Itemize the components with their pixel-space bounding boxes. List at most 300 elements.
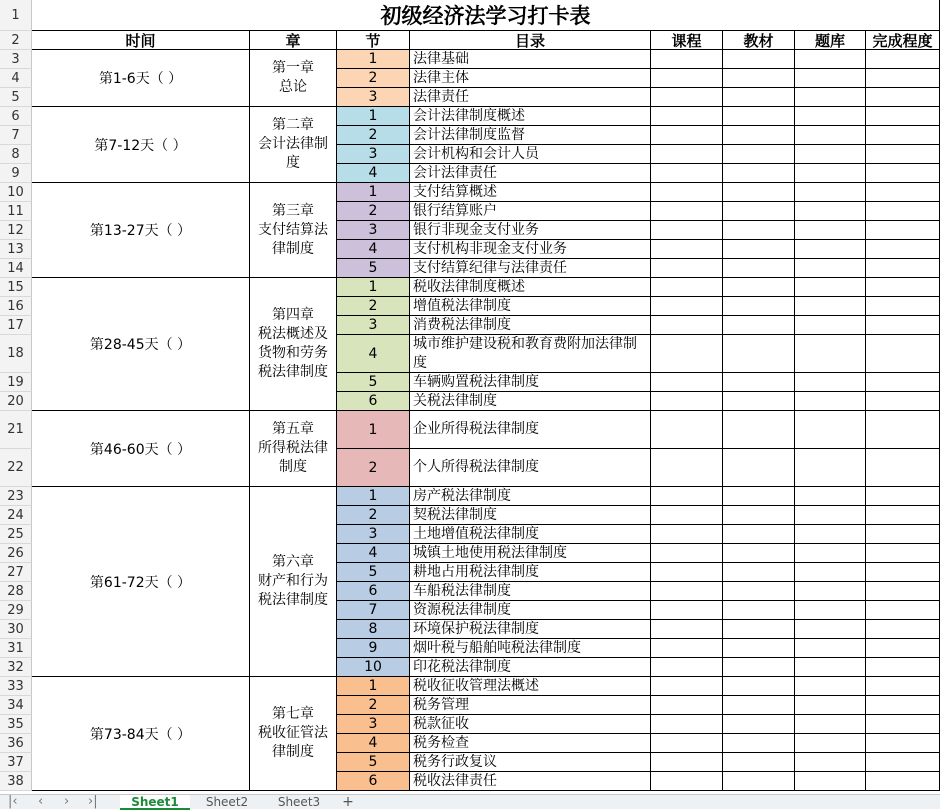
progress-cell[interactable] [866,392,940,411]
catalog-cell[interactable]: 法律基础 [410,50,651,69]
section-number-cell[interactable]: 5 [337,563,410,582]
time-cell[interactable]: 第28-45天（ ） [32,278,250,411]
row-header[interactable]: 29 [0,601,32,620]
section-number-cell[interactable]: 3 [337,316,410,335]
catalog-cell[interactable]: 烟叶税与船舶吨税法律制度 [410,639,651,658]
catalog-cell[interactable]: 车辆购置税法律制度 [410,373,651,392]
section-number-cell[interactable]: 5 [337,259,410,278]
section-number-cell[interactable]: 2 [337,202,410,221]
chapter-name-cell[interactable] [250,677,337,791]
header-course[interactable]: 课程 [651,31,723,50]
progress-cell[interactable] [866,50,940,69]
textbook-check-cell[interactable] [723,240,795,259]
row-header[interactable]: 11 [0,202,32,221]
row-header[interactable]: 3 [0,50,32,69]
questions-check-cell[interactable] [795,696,866,715]
section-number-cell[interactable]: 3 [337,715,410,734]
catalog-cell[interactable]: 税款征收 [410,715,651,734]
section-number-cell[interactable]: 1 [337,107,410,126]
textbook-check-cell[interactable] [723,639,795,658]
textbook-check-cell[interactable] [723,392,795,411]
section-number-cell[interactable]: 7 [337,601,410,620]
progress-cell[interactable] [866,126,940,145]
textbook-check-cell[interactable] [723,582,795,601]
textbook-check-cell[interactable] [723,183,795,202]
row-header[interactable]: 35 [0,715,32,734]
course-check-cell[interactable] [651,411,723,449]
section-number-cell[interactable]: 2 [337,449,410,487]
section-number-cell[interactable]: 4 [337,335,410,373]
section-number-cell[interactable]: 5 [337,753,410,772]
progress-cell[interactable] [866,753,940,772]
progress-cell[interactable] [866,335,940,373]
chapter-name-cell[interactable] [250,107,337,183]
course-check-cell[interactable] [651,620,723,639]
row-header[interactable]: 37 [0,753,32,772]
row-header[interactable]: 23 [0,487,32,506]
row-header[interactable]: 27 [0,563,32,582]
textbook-check-cell[interactable] [723,753,795,772]
textbook-check-cell[interactable] [723,696,795,715]
catalog-cell[interactable]: 税务管理 [410,696,651,715]
progress-cell[interactable] [866,677,940,696]
progress-cell[interactable] [866,88,940,107]
section-number-cell[interactable]: 2 [337,696,410,715]
textbook-check-cell[interactable] [723,544,795,563]
course-check-cell[interactable] [651,278,723,297]
section-number-cell[interactable]: 4 [337,240,410,259]
catalog-cell[interactable]: 法律责任 [410,88,651,107]
progress-cell[interactable] [866,525,940,544]
progress-cell[interactable] [866,449,940,487]
catalog-cell[interactable]: 税收法律责任 [410,772,651,791]
questions-check-cell[interactable] [795,506,866,525]
course-check-cell[interactable] [651,734,723,753]
chapter-name-cell[interactable] [250,183,337,278]
section-number-cell[interactable]: 5 [337,373,410,392]
header-time[interactable]: 时间 [32,31,250,50]
catalog-cell[interactable]: 会计法律制度概述 [410,107,651,126]
progress-cell[interactable] [866,563,940,582]
section-number-cell[interactable]: 3 [337,221,410,240]
progress-cell[interactable] [866,582,940,601]
questions-check-cell[interactable] [795,715,866,734]
questions-check-cell[interactable] [795,449,866,487]
questions-check-cell[interactable] [795,164,866,183]
course-check-cell[interactable] [651,772,723,791]
questions-check-cell[interactable] [795,753,866,772]
textbook-check-cell[interactable] [723,601,795,620]
course-check-cell[interactable] [651,202,723,221]
questions-check-cell[interactable] [795,316,866,335]
course-check-cell[interactable] [651,506,723,525]
add-sheet-button[interactable]: + [342,794,354,810]
section-number-cell[interactable]: 1 [337,50,410,69]
catalog-cell[interactable]: 会计法律责任 [410,164,651,183]
course-check-cell[interactable] [651,658,723,677]
questions-check-cell[interactable] [795,69,866,88]
row-header[interactable]: 10 [0,183,32,202]
questions-check-cell[interactable] [795,240,866,259]
questions-check-cell[interactable] [795,392,866,411]
course-check-cell[interactable] [651,107,723,126]
header-chapter[interactable]: 章 [250,31,337,50]
progress-cell[interactable] [866,620,940,639]
row-header[interactable]: 26 [0,544,32,563]
catalog-cell[interactable]: 会计机构和会计人员 [410,145,651,164]
course-check-cell[interactable] [651,753,723,772]
questions-check-cell[interactable] [795,126,866,145]
textbook-check-cell[interactable] [723,107,795,126]
row-header[interactable]: 36 [0,734,32,753]
row-header[interactable]: 18 [0,335,32,373]
row-header[interactable]: 22 [0,449,32,487]
textbook-check-cell[interactable] [723,145,795,164]
questions-check-cell[interactable] [795,525,866,544]
course-check-cell[interactable] [651,582,723,601]
textbook-check-cell[interactable] [723,69,795,88]
course-check-cell[interactable] [651,392,723,411]
questions-check-cell[interactable] [795,544,866,563]
questions-check-cell[interactable] [795,107,866,126]
row-header[interactable]: 8 [0,145,32,164]
progress-cell[interactable] [866,202,940,221]
section-number-cell[interactable]: 8 [337,620,410,639]
progress-cell[interactable] [866,69,940,88]
catalog-cell[interactable]: 增值税法律制度 [410,297,651,316]
section-number-cell[interactable]: 1 [337,278,410,297]
catalog-cell[interactable]: 会计法律制度监督 [410,126,651,145]
course-check-cell[interactable] [651,487,723,506]
questions-check-cell[interactable] [795,88,866,107]
row-header[interactable]: 5 [0,88,32,107]
course-check-cell[interactable] [651,69,723,88]
chapter-name-line: 第六章 [272,554,314,570]
course-check-cell[interactable] [651,677,723,696]
section-number-cell[interactable]: 2 [337,297,410,316]
section-number-cell[interactable]: 6 [337,772,410,791]
catalog-cell[interactable]: 车船税法律制度 [410,582,651,601]
catalog-cell[interactable]: 房产税法律制度 [410,487,651,506]
questions-check-cell[interactable] [795,658,866,677]
section-number-cell[interactable]: 2 [337,126,410,145]
header-progress[interactable]: 完成程度 [866,31,940,50]
section-number-cell[interactable]: 6 [337,582,410,601]
chapter-name-line: 总论 [279,79,307,95]
textbook-check-cell[interactable] [723,525,795,544]
chapter-name-line: 所得税法律 [258,440,328,456]
header-textbook[interactable]: 教材 [723,31,795,50]
textbook-check-cell[interactable] [723,259,795,278]
course-check-cell[interactable] [651,696,723,715]
textbook-check-cell[interactable] [723,677,795,696]
chapter-name-cell[interactable] [250,411,337,487]
progress-cell[interactable] [866,658,940,677]
course-check-cell[interactable] [651,335,723,373]
progress-cell[interactable] [866,221,940,240]
course-check-cell[interactable] [651,544,723,563]
catalog-cell[interactable]: 消费税法律制度 [410,316,651,335]
course-check-cell[interactable] [651,639,723,658]
textbook-check-cell[interactable] [723,734,795,753]
progress-cell[interactable] [866,506,940,525]
section-number-cell[interactable]: 1 [337,677,410,696]
questions-check-cell[interactable] [795,259,866,278]
catalog-cell[interactable]: 资源税法律制度 [410,601,651,620]
row-header[interactable]: 12 [0,221,32,240]
catalog-cell[interactable]: 印花税法律制度 [410,658,651,677]
textbook-check-cell[interactable] [723,772,795,791]
row-header[interactable]: 6 [0,107,32,126]
questions-check-cell[interactable] [795,50,866,69]
catalog-cell[interactable]: 税务检查 [410,734,651,753]
course-check-cell[interactable] [651,164,723,183]
questions-check-cell[interactable] [795,297,866,316]
sheet-tab-bar [0,794,940,809]
catalog-cell[interactable]: 税收法律制度概述 [410,278,651,297]
textbook-check-cell[interactable] [723,658,795,677]
questions-check-cell[interactable] [795,411,866,449]
questions-check-cell[interactable] [795,278,866,297]
questions-check-cell[interactable] [795,221,866,240]
catalog-cell[interactable]: 法律主体 [410,69,651,88]
course-check-cell[interactable] [651,316,723,335]
header-catalog[interactable]: 目录 [410,31,651,50]
section-number-cell[interactable]: 4 [337,164,410,183]
textbook-check-cell[interactable] [723,88,795,107]
section-number-cell[interactable]: 1 [337,487,410,506]
course-check-cell[interactable] [651,240,723,259]
catalog-cell[interactable]: 支付结算概述 [410,183,651,202]
catalog-cell[interactable]: 支付机构非现金支付业务 [410,240,651,259]
course-check-cell[interactable] [651,145,723,164]
course-check-cell[interactable] [651,297,723,316]
chapter-name-line: 财产和行为 [258,573,328,589]
time-cell[interactable]: 第61-72天（ ） [32,487,250,677]
textbook-check-cell[interactable] [723,316,795,335]
row-header[interactable]: 13 [0,240,32,259]
progress-cell[interactable] [866,601,940,620]
course-check-cell[interactable] [651,525,723,544]
row-header[interactable]: 30 [0,620,32,639]
progress-cell[interactable] [866,259,940,278]
textbook-check-cell[interactable] [723,487,795,506]
row-header[interactable]: 32 [0,658,32,677]
progress-cell[interactable] [866,278,940,297]
row-header[interactable]: 1 [0,0,32,31]
chapter-name-line: 税法概述及 [258,326,328,342]
first-sheet-icon[interactable]: |‹ [8,794,18,809]
section-number-cell[interactable]: 3 [337,145,410,164]
time-cell[interactable]: 第13-27天（ ） [32,183,250,278]
catalog-cell[interactable]: 支付结算纪律与法律责任 [410,259,651,278]
tab-sheet2[interactable]: Sheet2 [205,795,249,809]
section-number-cell[interactable]: 4 [337,734,410,753]
progress-cell[interactable] [866,164,940,183]
catalog-cell[interactable]: 税务行政复议 [410,753,651,772]
chapter-name-line: 第七章 [272,706,314,722]
course-check-cell[interactable] [651,449,723,487]
chapter-name-line: 第四章 [272,307,314,323]
chapter-name-cell[interactable] [250,50,337,107]
questions-check-cell[interactable] [795,487,866,506]
catalog-cell[interactable]: 城市维护建设税和教育费附加法律制度 [410,335,651,373]
header-questions[interactable]: 题库 [795,31,866,50]
section-number-cell[interactable]: 1 [337,411,410,449]
progress-cell[interactable] [866,316,940,335]
questions-check-cell[interactable] [795,563,866,582]
catalog-cell[interactable]: 环境保护税法律制度 [410,620,651,639]
section-number-cell[interactable]: 1 [337,183,410,202]
chapter-name-line: 税法律制度 [258,592,328,608]
row-header[interactable]: 19 [0,373,32,392]
row-header[interactable]: 31 [0,639,32,658]
progress-cell[interactable] [866,715,940,734]
progress-cell[interactable] [866,297,940,316]
next-sheet-icon[interactable]: › [64,794,70,809]
textbook-check-cell[interactable] [723,506,795,525]
row-header[interactable]: 17 [0,316,32,335]
chapter-name-line: 货物和劳务 [258,345,328,361]
course-check-cell[interactable] [651,601,723,620]
progress-cell[interactable] [866,183,940,202]
course-check-cell[interactable] [651,259,723,278]
course-check-cell[interactable] [651,183,723,202]
row-header[interactable]: 24 [0,506,32,525]
questions-check-cell[interactable] [795,582,866,601]
tab-sheet1[interactable]: Sheet1 [120,795,190,810]
catalog-cell[interactable]: 企业所得税法律制度 [410,411,651,449]
row-header[interactable]: 9 [0,164,32,183]
course-check-cell[interactable] [651,373,723,392]
row-header[interactable]: 16 [0,297,32,316]
row-header[interactable]: 28 [0,582,32,601]
chapter-name-line: 第二章 [272,117,314,133]
textbook-check-cell[interactable] [723,715,795,734]
last-sheet-icon[interactable]: ›| [88,794,98,809]
questions-check-cell[interactable] [795,335,866,373]
row-header[interactable]: 38 [0,772,32,791]
section-number-cell[interactable]: 6 [337,392,410,411]
course-check-cell[interactable] [651,563,723,582]
section-number-cell[interactable]: 9 [337,639,410,658]
progress-cell[interactable] [866,487,940,506]
textbook-check-cell[interactable] [723,563,795,582]
time-cell[interactable]: 第7-12天（ ） [32,107,250,183]
course-check-cell[interactable] [651,715,723,734]
chapter-name-line: 支付结算法 [258,221,328,238]
sheet-title[interactable]: 初级经济法学习打卡表 [32,0,940,31]
row-header[interactable]: 14 [0,259,32,278]
row-header[interactable]: 34 [0,696,32,715]
progress-cell[interactable] [866,411,940,449]
section-number-cell[interactable]: 3 [337,88,410,107]
catalog-cell[interactable]: 个人所得税法律制度 [410,449,651,487]
row-header[interactable]: 20 [0,392,32,411]
textbook-check-cell[interactable] [723,373,795,392]
textbook-check-cell[interactable] [723,126,795,145]
time-cell[interactable]: 第46-60天（ ） [32,411,250,487]
chapter-name-cell[interactable] [250,487,337,677]
row-header[interactable]: 4 [0,69,32,88]
progress-cell[interactable] [866,639,940,658]
textbook-check-cell[interactable] [723,449,795,487]
section-number-cell[interactable]: 10 [337,658,410,677]
progress-cell[interactable] [866,696,940,715]
progress-cell[interactable] [866,772,940,791]
row-header[interactable]: 2 [0,31,32,50]
row-header[interactable]: 21 [0,411,32,449]
prev-sheet-icon[interactable]: ‹ [38,794,44,809]
progress-cell[interactable] [866,734,940,753]
textbook-check-cell[interactable] [723,221,795,240]
questions-check-cell[interactable] [795,601,866,620]
row-header[interactable]: 15 [0,278,32,297]
textbook-check-cell[interactable] [723,202,795,221]
row-header[interactable]: 33 [0,677,32,696]
progress-cell[interactable] [866,107,940,126]
section-number-cell[interactable]: 2 [337,506,410,525]
catalog-cell[interactable]: 关税法律制度 [410,392,651,411]
chapter-name-line: 度 [286,155,300,171]
textbook-check-cell[interactable] [723,620,795,639]
questions-check-cell[interactable] [795,620,866,639]
progress-cell[interactable] [866,240,940,259]
questions-check-cell[interactable] [795,639,866,658]
row-header[interactable]: 7 [0,126,32,145]
catalog-cell[interactable]: 银行结算账户 [410,202,651,221]
catalog-cell[interactable]: 土地增值税法律制度 [410,525,651,544]
textbook-check-cell[interactable] [723,164,795,183]
textbook-check-cell[interactable] [723,50,795,69]
progress-cell[interactable] [866,373,940,392]
questions-check-cell[interactable] [795,772,866,791]
section-number-cell[interactable]: 3 [337,525,410,544]
catalog-cell[interactable]: 银行非现金支付业务 [410,221,651,240]
chapter-name-line: 制度 [279,459,307,475]
questions-check-cell[interactable] [795,183,866,202]
progress-cell[interactable] [866,544,940,563]
tab-sheet3[interactable]: Sheet3 [277,795,321,809]
questions-check-cell[interactable] [795,373,866,392]
course-check-cell[interactable] [651,126,723,145]
section-number-cell[interactable]: 2 [337,69,410,88]
chapter-name-cell[interactable] [250,278,337,411]
questions-check-cell[interactable] [795,145,866,164]
catalog-cell[interactable]: 税收征收管理法概述 [410,677,651,696]
time-cell[interactable]: 第1-6天（ ） [32,50,250,107]
textbook-check-cell[interactable] [723,297,795,316]
textbook-check-cell[interactable] [723,278,795,297]
questions-check-cell[interactable] [795,202,866,221]
progress-cell[interactable] [866,145,940,164]
questions-check-cell[interactable] [795,677,866,696]
chapter-name-line: 税法律制度 [258,364,328,380]
course-check-cell[interactable] [651,88,723,107]
catalog-cell[interactable]: 契税法律制度 [410,506,651,525]
time-cell[interactable]: 第73-84天（ ） [32,677,250,791]
header-section[interactable]: 节 [337,31,410,50]
section-number-cell[interactable]: 4 [337,544,410,563]
course-check-cell[interactable] [651,221,723,240]
questions-check-cell[interactable] [795,734,866,753]
course-check-cell[interactable] [651,50,723,69]
catalog-cell[interactable]: 城镇土地使用税法律制度 [410,544,651,563]
row-header[interactable]: 25 [0,525,32,544]
textbook-check-cell[interactable] [723,411,795,449]
textbook-check-cell[interactable] [723,335,795,373]
catalog-cell[interactable]: 耕地占用税法律制度 [410,563,651,582]
